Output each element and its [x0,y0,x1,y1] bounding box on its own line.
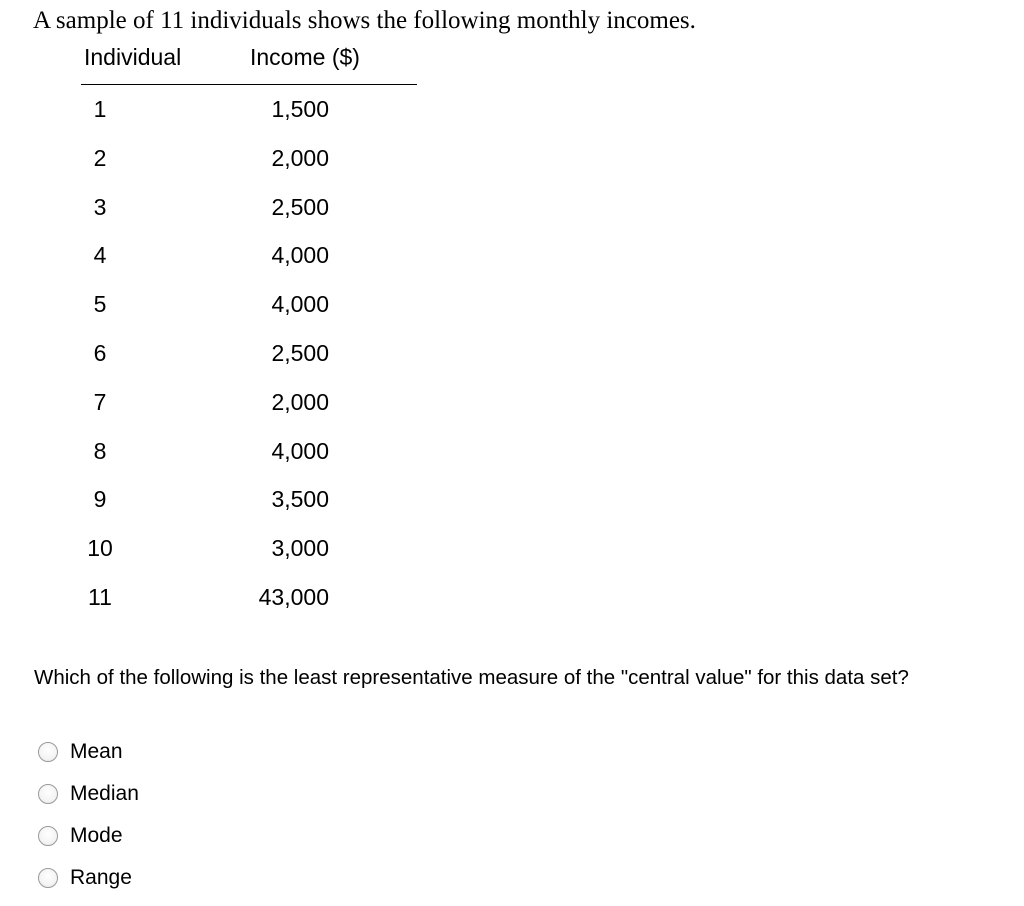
cell-individual: 2 [93,144,107,171]
table-row [81,427,417,476]
cell-individual: 3 [93,193,107,220]
cell-income: 4,000 [271,437,329,464]
cell-individual: 11 [88,583,112,610]
cell-income: 3,500 [271,486,329,513]
choice-label[interactable]: Mode [70,824,123,847]
intro-text: A sample of 11 individuals shows the following monthly incomes. [33,7,696,34]
column-header-income: Income ($) [250,44,360,70]
cell-income: 2,000 [271,388,329,415]
cell-individual: 10 [87,535,113,562]
radio-button[interactable] [38,742,58,762]
cell-income: 2,500 [271,193,329,220]
income-table [81,42,417,622]
cell-income: 4,000 [271,291,329,318]
table-row [81,524,417,573]
choice-label[interactable]: Mean [70,740,123,763]
choice-label[interactable]: Range [70,866,132,889]
cell-individual: 1 [93,96,107,122]
cell-income: 4,000 [271,242,329,269]
cell-income: 1,500 [271,96,329,122]
table-row [81,134,417,183]
table-row [81,329,417,378]
table-row [81,231,417,280]
cell-income: 3,000 [271,535,329,562]
choice-label[interactable]: Median [70,782,139,805]
table-row [81,85,417,134]
table-header [81,42,417,85]
cell-individual: 6 [93,339,107,366]
table-row [81,280,417,329]
cell-income: 2,000 [271,144,329,171]
radio-button[interactable] [38,784,58,804]
cell-individual: 9 [93,486,107,513]
cell-individual: 5 [93,291,107,318]
table-row [81,475,417,524]
radio-button[interactable] [38,826,58,846]
cell-individual: 8 [93,437,107,464]
table-row [81,183,417,232]
radio-button[interactable] [38,868,58,888]
cell-income: 2,500 [271,339,329,366]
table-row [81,378,417,427]
cell-individual: 7 [93,388,107,415]
cell-income: 43,000 [258,583,329,610]
question-text: Which of the following is the least representative measure of the "central value" for this data set? [34,666,909,689]
table-row [81,573,417,622]
column-header-individual: Individual [84,44,182,70]
table-body [81,85,417,622]
cell-individual: 4 [93,242,107,269]
